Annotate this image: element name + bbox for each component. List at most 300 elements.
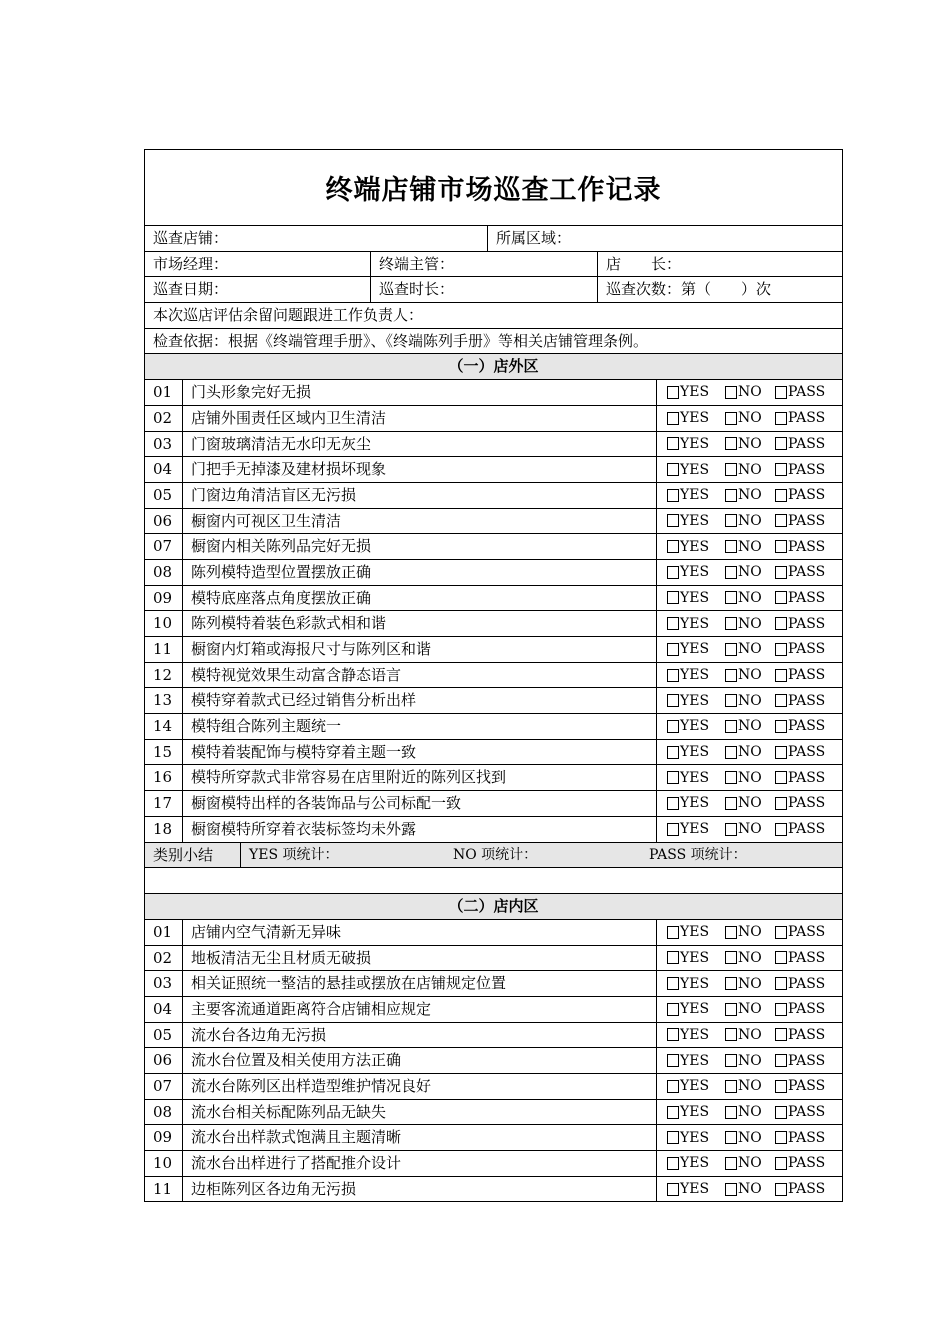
yes-checkbox[interactable]	[667, 1048, 725, 1073]
manager-field[interactable]: 市场经理：	[145, 252, 371, 277]
checklist-row	[144, 1100, 843, 1126]
checkbox-square-icon	[725, 566, 737, 579]
checklist-row	[144, 971, 843, 997]
checklist-row	[144, 1074, 843, 1100]
pass-checkbox[interactable]	[775, 611, 825, 636]
yes-label: YES	[680, 435, 710, 452]
checkbox-square-icon	[725, 412, 737, 425]
yes-checkbox[interactable]	[667, 1177, 725, 1202]
pass-label: PASS	[788, 589, 826, 606]
checklist-row	[144, 483, 843, 509]
checkbox-square-icon	[775, 669, 787, 682]
yes-label: YES	[680, 1052, 710, 1069]
checklist-row	[144, 1177, 843, 1203]
yes-label: YES	[680, 1129, 710, 1146]
yes-checkbox[interactable]	[667, 714, 725, 739]
checkbox-square-icon	[775, 1106, 787, 1119]
item-text: 流水台各边角无污损	[183, 1023, 657, 1048]
item-number: 03	[145, 432, 183, 457]
section-header-outside: （一）店外区	[144, 354, 843, 380]
pass-checkbox[interactable]	[775, 380, 825, 405]
checkbox-square-icon	[667, 746, 679, 759]
pass-checkbox[interactable]	[775, 560, 825, 585]
checkbox-square-icon	[775, 1157, 787, 1170]
yes-checkbox[interactable]	[667, 611, 725, 636]
yes-checkbox[interactable]	[667, 1100, 725, 1125]
no-checkbox[interactable]	[725, 637, 775, 662]
pass-label: PASS	[788, 1129, 826, 1146]
checkbox-square-icon	[725, 926, 737, 939]
checkbox-square-icon	[725, 1003, 737, 1016]
pass-label: PASS	[788, 435, 826, 452]
pass-checkbox[interactable]	[775, 432, 825, 457]
checklist-row	[144, 920, 843, 946]
pass-label: PASS	[788, 692, 826, 709]
item-number: 10	[145, 611, 183, 636]
no-label: NO	[738, 1078, 762, 1095]
yes-label: YES	[680, 641, 710, 658]
no-checkbox[interactable]	[725, 791, 775, 816]
no-checkbox[interactable]	[725, 817, 775, 842]
info-row-staff	[144, 252, 843, 278]
item-number: 10	[145, 1151, 183, 1176]
item-options	[657, 1023, 842, 1048]
item-options	[657, 971, 842, 996]
checkbox-square-icon	[775, 412, 787, 425]
item-number: 16	[145, 765, 183, 790]
pass-checkbox[interactable]	[775, 946, 825, 971]
checkbox-square-icon	[725, 823, 737, 836]
item-options	[657, 1074, 842, 1099]
checkbox-square-icon	[725, 1028, 737, 1041]
item-text: 流水台陈列区出样造型维护情况良好	[183, 1074, 657, 1099]
checkbox-square-icon	[775, 566, 787, 579]
pass-checkbox[interactable]	[775, 534, 825, 559]
checkbox-square-icon	[775, 1054, 787, 1067]
pass-checkbox[interactable]	[775, 1177, 825, 1202]
item-number: 01	[145, 380, 183, 405]
yes-label: YES	[680, 769, 710, 786]
item-options	[657, 946, 842, 971]
item-number: 13	[145, 688, 183, 713]
yes-checkbox[interactable]	[667, 1125, 725, 1150]
no-checkbox[interactable]	[725, 406, 775, 431]
yes-checkbox[interactable]	[667, 380, 725, 405]
pass-label: PASS	[788, 1026, 826, 1043]
checkbox-square-icon	[775, 386, 787, 399]
yes-label: YES	[680, 384, 710, 401]
checkbox-square-icon	[725, 643, 737, 656]
no-checkbox[interactable]	[725, 714, 775, 739]
checkbox-square-icon	[725, 514, 737, 527]
checkbox-square-icon	[725, 951, 737, 964]
item-text: 橱窗内相关陈列品完好无损	[183, 534, 657, 559]
no-checkbox[interactable]	[725, 611, 775, 636]
pass-label: PASS	[788, 667, 826, 684]
pass-checkbox[interactable]	[775, 765, 825, 790]
item-text: 门头形象完好无损	[183, 380, 657, 405]
duration-field[interactable]: 巡查时长：	[371, 277, 598, 302]
no-checkbox[interactable]	[725, 534, 775, 559]
no-checkbox[interactable]	[725, 1074, 775, 1099]
checklist-row	[144, 688, 843, 714]
pass-checkbox[interactable]	[775, 1048, 825, 1073]
item-number: 08	[145, 1100, 183, 1125]
checkbox-square-icon	[667, 463, 679, 476]
checkbox-square-icon	[667, 514, 679, 527]
pass-label: PASS	[788, 769, 826, 786]
pass-label: PASS	[788, 410, 826, 427]
checkbox-square-icon	[775, 437, 787, 450]
checkbox-square-icon	[775, 977, 787, 990]
item-text: 模特着装配饰与模特穿着主题一致	[183, 740, 657, 765]
yes-label: YES	[680, 1078, 710, 1095]
yes-checkbox[interactable]	[667, 406, 725, 431]
pass-checkbox[interactable]	[775, 586, 825, 611]
pass-checkbox[interactable]	[775, 509, 825, 534]
no-label: NO	[738, 615, 762, 632]
checkbox-square-icon	[775, 1003, 787, 1016]
no-checkbox[interactable]	[725, 1125, 775, 1150]
yes-label: YES	[680, 1181, 710, 1198]
section-header-inside: （二）店内区	[144, 894, 843, 920]
no-checkbox[interactable]	[725, 560, 775, 585]
checkbox-square-icon	[775, 720, 787, 733]
no-label: NO	[738, 512, 762, 529]
pass-label: PASS	[788, 949, 826, 966]
yes-checkbox[interactable]	[667, 920, 725, 945]
yes-label: YES	[680, 538, 710, 555]
pass-label: PASS	[788, 1104, 826, 1121]
follow-up-field[interactable]: 本次巡店评估余留问题跟进工作负责人：	[153, 306, 424, 325]
no-checkbox[interactable]	[725, 586, 775, 611]
yes-label: YES	[680, 821, 710, 838]
item-text: 店铺外围责任区域内卫生清洁	[183, 406, 657, 431]
no-checkbox[interactable]	[725, 1023, 775, 1048]
no-checkbox[interactable]	[725, 1100, 775, 1125]
yes-checkbox[interactable]	[667, 432, 725, 457]
supervisor-field[interactable]: 终端主管：	[371, 252, 598, 277]
checkbox-square-icon	[667, 977, 679, 990]
yes-checkbox[interactable]	[667, 791, 725, 816]
checkbox-square-icon	[725, 386, 737, 399]
yes-label: YES	[680, 1155, 710, 1172]
checkbox-square-icon	[775, 514, 787, 527]
checkbox-square-icon	[725, 797, 737, 810]
checkbox-square-icon	[725, 720, 737, 733]
checkbox-square-icon	[667, 591, 679, 604]
pass-checkbox[interactable]	[775, 1023, 825, 1048]
yes-checkbox[interactable]	[667, 740, 725, 765]
pass-checkbox[interactable]	[775, 1125, 825, 1150]
item-options	[657, 432, 842, 457]
yes-label: YES	[680, 795, 710, 812]
info-row-basis	[144, 329, 843, 355]
pass-checkbox[interactable]	[775, 920, 825, 945]
no-checkbox[interactable]	[725, 997, 775, 1022]
yes-checkbox[interactable]	[667, 765, 725, 790]
pass-label: PASS	[788, 924, 826, 941]
item-text: 门把手无掉漆及建材损坏现象	[183, 457, 657, 482]
checklist-row	[144, 611, 843, 637]
item-text: 模特底座落点角度摆放正确	[183, 586, 657, 611]
no-label: NO	[738, 410, 762, 427]
item-number: 05	[145, 483, 183, 508]
pass-label: PASS	[788, 821, 826, 838]
item-text: 橱窗内可视区卫生清洁	[183, 509, 657, 534]
no-checkbox[interactable]	[725, 1177, 775, 1202]
checkbox-square-icon	[775, 823, 787, 836]
pass-label: PASS	[788, 795, 826, 812]
checkbox-square-icon	[667, 771, 679, 784]
pass-checkbox[interactable]	[775, 791, 825, 816]
pass-checkbox[interactable]	[775, 457, 825, 482]
checkbox-square-icon	[667, 1157, 679, 1170]
checkbox-square-icon	[725, 617, 737, 630]
no-count[interactable]: NO 项统计：	[453, 846, 538, 863]
checkbox-square-icon	[667, 694, 679, 707]
yes-checkbox[interactable]	[667, 1074, 725, 1099]
yes-checkbox[interactable]	[667, 483, 725, 508]
item-text: 橱窗模特出样的各装饰品与公司标配一致	[183, 791, 657, 816]
yes-label: YES	[680, 949, 710, 966]
yes-checkbox[interactable]	[667, 1151, 725, 1176]
item-options	[657, 509, 842, 534]
yes-checkbox[interactable]	[667, 637, 725, 662]
pass-label: PASS	[788, 512, 826, 529]
checkbox-square-icon	[775, 1028, 787, 1041]
yes-checkbox[interactable]	[667, 457, 725, 482]
checkbox-square-icon	[775, 540, 787, 553]
checkbox-square-icon	[725, 489, 737, 502]
no-checkbox[interactable]	[725, 483, 775, 508]
pass-checkbox[interactable]	[775, 714, 825, 739]
inspection-form	[144, 149, 843, 1202]
checkbox-square-icon	[775, 694, 787, 707]
checklist-row	[144, 1151, 843, 1177]
yes-checkbox[interactable]	[667, 971, 725, 996]
count-field[interactable]: 巡查次数：第（ ）次	[606, 280, 772, 299]
checkbox-square-icon	[667, 617, 679, 630]
no-checkbox[interactable]	[725, 1151, 775, 1176]
checkbox-square-icon	[667, 1028, 679, 1041]
no-label: NO	[738, 795, 762, 812]
checkbox-square-icon	[725, 437, 737, 450]
yes-checkbox[interactable]	[667, 1023, 725, 1048]
checkbox-square-icon	[667, 437, 679, 450]
pass-checkbox[interactable]	[775, 688, 825, 713]
checkbox-square-icon	[667, 412, 679, 425]
checkbox-square-icon	[775, 746, 787, 759]
item-options	[657, 637, 842, 662]
checklist-row	[144, 997, 843, 1023]
no-label: NO	[738, 692, 762, 709]
yes-label: YES	[680, 410, 710, 427]
pass-checkbox[interactable]	[775, 1100, 825, 1125]
yes-checkbox[interactable]	[667, 663, 725, 688]
yes-label: YES	[680, 1104, 710, 1121]
checklist-row	[144, 1048, 843, 1074]
item-options	[657, 406, 842, 431]
checkbox-square-icon	[725, 1157, 737, 1170]
checklist-row	[144, 791, 843, 817]
pass-checkbox[interactable]	[775, 817, 825, 842]
pass-checkbox[interactable]	[775, 1074, 825, 1099]
item-options	[657, 663, 842, 688]
yes-checkbox[interactable]	[667, 509, 725, 534]
item-options	[657, 920, 842, 945]
item-options	[657, 714, 842, 739]
checklist-row	[144, 534, 843, 560]
item-number: 02	[145, 406, 183, 431]
item-text: 主要客流通道距离符合店铺相应规定	[183, 997, 657, 1022]
no-label: NO	[738, 1001, 762, 1018]
pass-label: PASS	[788, 1181, 826, 1198]
no-checkbox[interactable]	[725, 457, 775, 482]
item-options	[657, 1177, 842, 1202]
checkbox-square-icon	[775, 1131, 787, 1144]
info-row-visit	[144, 277, 843, 303]
item-number: 11	[145, 1177, 183, 1202]
pass-checkbox[interactable]	[775, 406, 825, 431]
no-checkbox[interactable]	[725, 688, 775, 713]
yes-label: YES	[680, 615, 710, 632]
yes-label: YES	[680, 1026, 710, 1043]
pass-label: PASS	[788, 718, 826, 735]
no-label: NO	[738, 589, 762, 606]
no-checkbox[interactable]	[725, 663, 775, 688]
pass-count[interactable]: PASS 项统计：	[649, 846, 747, 863]
checkbox-square-icon	[725, 746, 737, 759]
pass-checkbox[interactable]	[775, 637, 825, 662]
checkbox-square-icon	[667, 1106, 679, 1119]
yes-checkbox[interactable]	[667, 997, 725, 1022]
checkbox-square-icon	[775, 951, 787, 964]
shop-head-field[interactable]: 店 长：	[606, 254, 682, 273]
yes-label: YES	[680, 487, 710, 504]
checklist-row	[144, 509, 843, 535]
pass-label: PASS	[788, 1052, 826, 1069]
item-options	[657, 534, 842, 559]
checklist-row	[144, 586, 843, 612]
checkbox-square-icon	[775, 1183, 787, 1196]
summary-row	[144, 843, 843, 869]
spacer-row	[144, 868, 843, 894]
checkbox-square-icon	[667, 669, 679, 682]
yes-label: YES	[680, 924, 710, 941]
checkbox-square-icon	[667, 720, 679, 733]
yes-checkbox[interactable]	[667, 688, 725, 713]
no-label: NO	[738, 1052, 762, 1069]
yes-checkbox[interactable]	[667, 534, 725, 559]
section-outside-items	[144, 380, 843, 842]
yes-checkbox[interactable]	[667, 817, 725, 842]
checkbox-square-icon	[725, 1080, 737, 1093]
item-number: 12	[145, 663, 183, 688]
checkbox-square-icon	[775, 591, 787, 604]
checkbox-square-icon	[725, 463, 737, 476]
no-checkbox[interactable]	[725, 740, 775, 765]
checkbox-square-icon	[725, 771, 737, 784]
section-inside-items	[144, 920, 843, 1203]
item-options	[657, 791, 842, 816]
checkbox-square-icon	[725, 1054, 737, 1067]
item-number: 09	[145, 586, 183, 611]
item-text: 橱窗内灯箱或海报尺寸与陈列区和谐	[183, 637, 657, 662]
no-label: NO	[738, 975, 762, 992]
no-label: NO	[738, 461, 762, 478]
pass-checkbox[interactable]	[775, 740, 825, 765]
item-text: 橱窗模特所穿着衣装标签均未外露	[183, 817, 657, 842]
checkbox-square-icon	[775, 617, 787, 630]
yes-checkbox[interactable]	[667, 946, 725, 971]
checkbox-square-icon	[667, 926, 679, 939]
no-checkbox[interactable]	[725, 509, 775, 534]
pass-label: PASS	[788, 538, 826, 555]
item-number: 14	[145, 714, 183, 739]
no-checkbox[interactable]	[725, 1048, 775, 1073]
checkbox-square-icon	[725, 1183, 737, 1196]
date-field[interactable]: 巡查日期：	[145, 277, 371, 302]
checkbox-square-icon	[725, 977, 737, 990]
item-text: 模特所穿款式非常容易在店里附近的陈列区找到	[183, 765, 657, 790]
pass-checkbox[interactable]	[775, 997, 825, 1022]
no-checkbox[interactable]	[725, 765, 775, 790]
no-label: NO	[738, 718, 762, 735]
yes-label: YES	[680, 1001, 710, 1018]
pass-label: PASS	[788, 1001, 826, 1018]
yes-label: YES	[680, 744, 710, 761]
item-number: 04	[145, 457, 183, 482]
checkbox-square-icon	[667, 643, 679, 656]
pass-checkbox[interactable]	[775, 1151, 825, 1176]
pass-label: PASS	[788, 1155, 826, 1172]
item-number: 02	[145, 946, 183, 971]
checkbox-square-icon	[725, 1106, 737, 1119]
pass-label: PASS	[788, 615, 826, 632]
no-checkbox[interactable]	[725, 380, 775, 405]
no-label: NO	[738, 667, 762, 684]
yes-checkbox[interactable]	[667, 586, 725, 611]
item-number: 03	[145, 971, 183, 996]
item-text: 流水台相关标配陈列品无缺失	[183, 1100, 657, 1125]
yes-count[interactable]: YES 项统计：	[249, 846, 339, 863]
no-checkbox[interactable]	[725, 432, 775, 457]
form-title: 终端店铺市场巡查工作记录	[144, 149, 843, 226]
checkbox-square-icon	[725, 669, 737, 682]
checklist-row	[144, 765, 843, 791]
yes-checkbox[interactable]	[667, 560, 725, 585]
checkbox-square-icon	[775, 489, 787, 502]
pass-checkbox[interactable]	[775, 971, 825, 996]
no-label: NO	[738, 821, 762, 838]
checkbox-square-icon	[667, 951, 679, 964]
checklist-row	[144, 1023, 843, 1049]
checkbox-square-icon	[775, 797, 787, 810]
store-field[interactable]: 巡查店铺：	[145, 226, 488, 251]
no-label: NO	[738, 949, 762, 966]
yes-label: YES	[680, 975, 710, 992]
pass-checkbox[interactable]	[775, 483, 825, 508]
no-checkbox[interactable]	[725, 971, 775, 996]
region-field[interactable]: 所属区域：	[496, 229, 572, 247]
pass-checkbox[interactable]	[775, 663, 825, 688]
no-checkbox[interactable]	[725, 946, 775, 971]
pass-label: PASS	[788, 461, 826, 478]
no-checkbox[interactable]	[725, 920, 775, 945]
yes-label: YES	[680, 692, 710, 709]
checkbox-square-icon	[775, 926, 787, 939]
